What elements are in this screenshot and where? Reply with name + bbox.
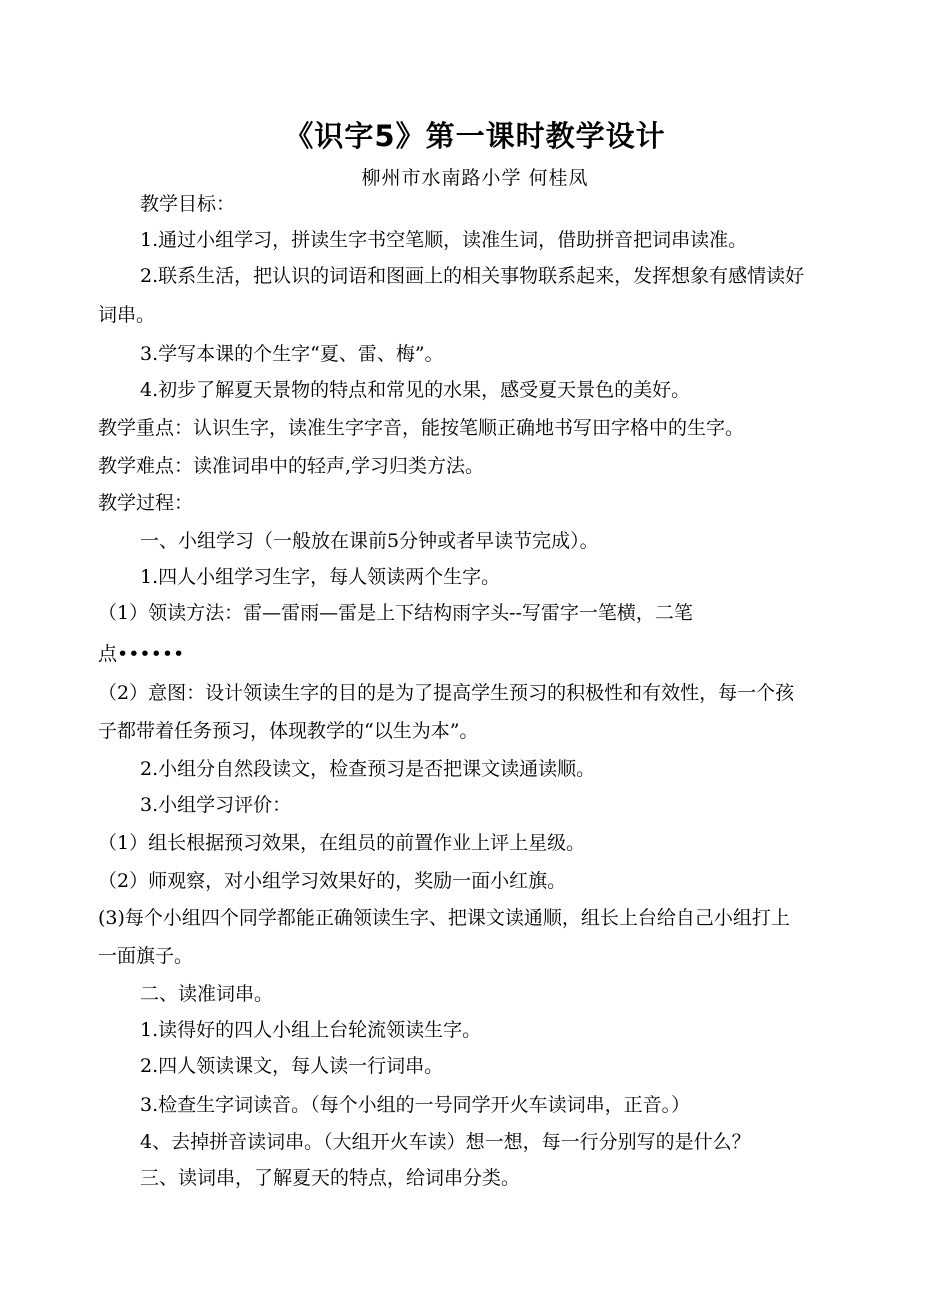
paragraph-line: 2.联系生活，把认识的词语和图画上的相关事物联系起来，发挥想象有感情读好 — [140, 265, 805, 287]
paragraph-line: 一面旗子。 — [98, 945, 194, 967]
paragraph-line: 子都带着任务预习，体现教学的“以生为本”。 — [98, 720, 479, 742]
paragraph-line: 3.小组学习评价： — [140, 794, 292, 816]
paragraph-line: 教学重点：认识生字，读准生字字音，能按笔顺正确地书写田字格中的生字。 — [98, 417, 745, 439]
document-title: 《识字5》第一课时教学设计 — [284, 119, 666, 153]
paragraph-line: 教学目标： — [140, 193, 236, 215]
paragraph-line: （1）组长根据预习效果，在组员的前置作业上评上星级。 — [98, 832, 586, 854]
paragraph-line: （2）意图：设计领读生字的目的是为了提高学生预习的积极性和有效性，每一个孩 — [98, 682, 795, 704]
paragraph-line: （1）领读方法：雷—雷雨—雷是上下结构雨字头--写雷字一笔横，二笔 — [98, 602, 693, 624]
paragraph-line: 教学过程： — [98, 492, 194, 514]
paragraph-line: (3)每个小组四个同学都能正确领读生字、把课文读通顺，组长上台给自己小组打上 — [98, 907, 790, 929]
paragraph-line: 三、读词串，了解夏天的特点，给词串分类。 — [140, 1167, 521, 1189]
paragraph-line: 4.初步了解夏天景物的特点和常见的水果，感受夏天景色的美好。 — [140, 379, 691, 401]
paragraph-line: 2.小组分自然段读文，检查预习是否把课文读通读顺。 — [140, 758, 596, 780]
paragraph-line: （2）师观察，对小组学习效果好的，奖励一面小红旗。 — [98, 870, 567, 892]
paragraph-line: 教学难点：读准词串中的轻声,学习归类方法。 — [98, 455, 485, 477]
author-line: 柳州市水南路小学 何桂凤 — [361, 167, 589, 189]
paragraph-line: 词串。 — [98, 304, 156, 326]
paragraph-line: 1.通过小组学习，拼读生字书空笔顺，读准生词，借助拼音把词串读准。 — [140, 229, 748, 251]
paragraph-line: 3.学写本课的个生字“夏、雷、梅”。 — [140, 343, 444, 365]
paragraph-line: 2.四人领读课文，每人读一行词串。 — [140, 1055, 444, 1077]
paragraph-line: 1.读得好的四人小组上台轮流领读生字。 — [140, 1019, 482, 1041]
paragraph-line: 二、读准词串。 — [140, 983, 274, 1005]
paragraph-line: 1.四人小组学习生字，每人领读两个生字。 — [140, 566, 501, 588]
paragraph-line: 点•••••• — [98, 643, 185, 665]
paragraph-line: 一、小组学习（一般放在课前5分钟或者早读节完成）。 — [140, 530, 599, 552]
paragraph-line: 4、去掉拼音读词串。（大组开火车读）想一想，每一行分别写的是什么？ — [140, 1131, 751, 1153]
paragraph-line: 3.检查生字词读音。（每个小组的一号同学开火车读词串，正音。） — [140, 1094, 691, 1116]
